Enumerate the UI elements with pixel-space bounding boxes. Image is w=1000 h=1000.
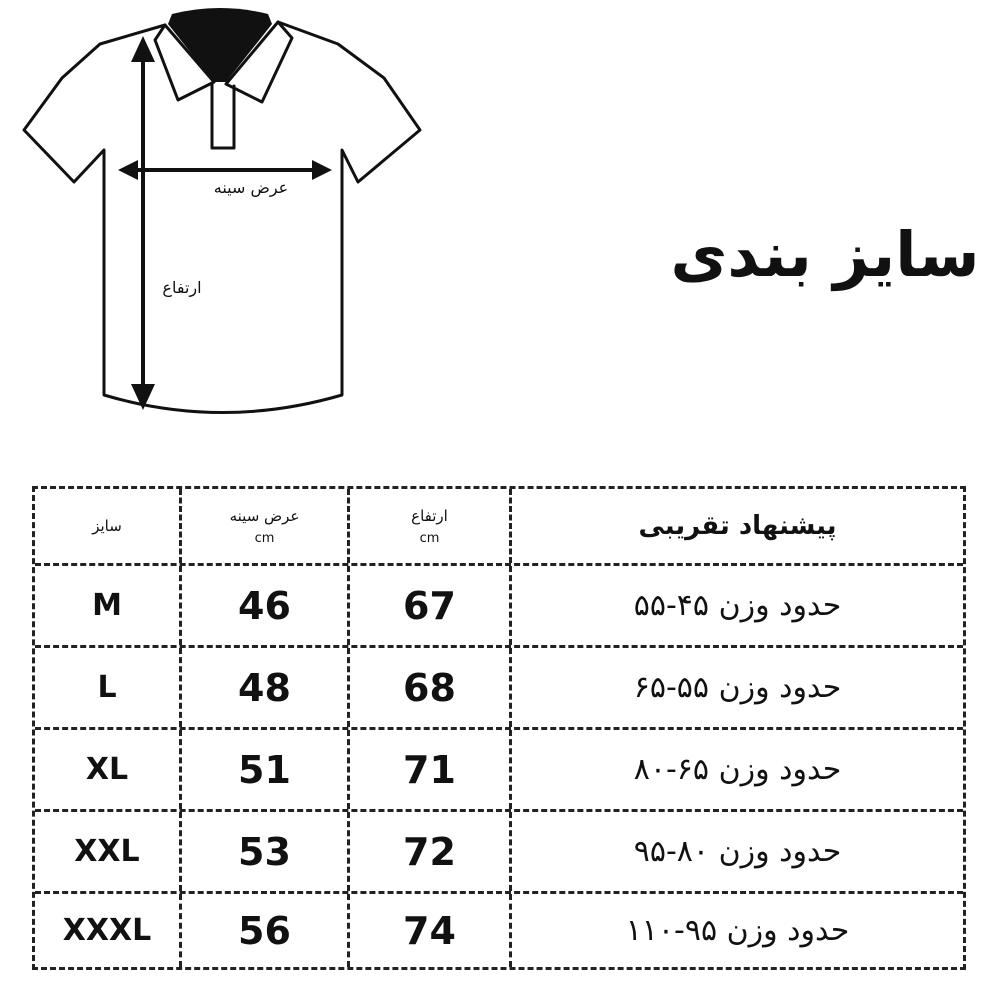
- chest-cell: [182, 648, 350, 727]
- table-row: [35, 812, 963, 894]
- weight-cell: [512, 566, 963, 645]
- weight-cell: [512, 648, 963, 727]
- header-chest-label: عرض سینه: [229, 506, 300, 525]
- chest-cell: [182, 730, 350, 809]
- weight-cell: [512, 812, 963, 891]
- header-height: [350, 489, 512, 563]
- page-title: سایز بندی: [670, 218, 980, 291]
- weight-cell: [512, 730, 963, 809]
- height-value: 72: [403, 829, 456, 874]
- height-value: 71: [403, 747, 456, 792]
- chest-cell: [182, 812, 350, 891]
- table-row: [35, 566, 963, 648]
- weight-cell: [512, 894, 963, 967]
- chest-value: 48: [238, 665, 291, 710]
- header-height-unit: cm: [419, 530, 440, 546]
- weight-value: حدود وزن ۴۵-۵۵: [633, 588, 842, 623]
- chest-value: 46: [238, 583, 291, 628]
- header-height-label: ارتفاع: [411, 506, 448, 525]
- chest-value: 51: [238, 747, 291, 792]
- height-cell: [350, 812, 512, 891]
- polo-shirt-diagram: [0, 0, 440, 440]
- size-value: XXXL: [62, 913, 152, 948]
- size-cell: [35, 730, 182, 809]
- chest-width-label: عرض سینه: [213, 178, 289, 197]
- weight-value: حدود وزن ۸۰-۹۵: [633, 834, 842, 869]
- size-cell: [35, 894, 182, 967]
- size-cell: [35, 648, 182, 727]
- table-row: [35, 648, 963, 730]
- size-value: M: [92, 588, 122, 623]
- table-header-row: [35, 489, 963, 566]
- chest-value: 53: [238, 829, 291, 874]
- table-row: [35, 730, 963, 812]
- height-value: 74: [403, 908, 456, 953]
- height-value: 68: [403, 665, 456, 710]
- header-suggestion: [512, 489, 963, 563]
- header-size-label: سایز: [92, 517, 122, 535]
- size-value: L: [97, 670, 117, 705]
- table-row: [35, 894, 963, 967]
- chest-cell: [182, 894, 350, 967]
- height-cell: [350, 566, 512, 645]
- chest-value: 56: [238, 908, 291, 953]
- size-cell: [35, 812, 182, 891]
- height-label: ارتفاع: [162, 278, 202, 297]
- header-chest: [182, 489, 350, 563]
- weight-value: حدود وزن ۹۵-۱۱۰: [625, 913, 850, 948]
- height-cell: [350, 730, 512, 809]
- size-value: XL: [85, 752, 129, 787]
- height-cell: [350, 894, 512, 967]
- height-value: 67: [403, 583, 456, 628]
- size-value: XXL: [74, 834, 140, 869]
- weight-value: حدود وزن ۶۵-۸۰: [633, 752, 842, 787]
- size-cell: [35, 566, 182, 645]
- height-cell: [350, 648, 512, 727]
- weight-value: حدود وزن ۵۵-۶۵: [633, 670, 842, 705]
- header-chest-unit: cm: [254, 530, 275, 546]
- chest-cell: [182, 566, 350, 645]
- header-size: [35, 489, 182, 563]
- size-table: [32, 486, 966, 970]
- header-suggestion-label: پیشنهاد تقریبی: [638, 511, 837, 541]
